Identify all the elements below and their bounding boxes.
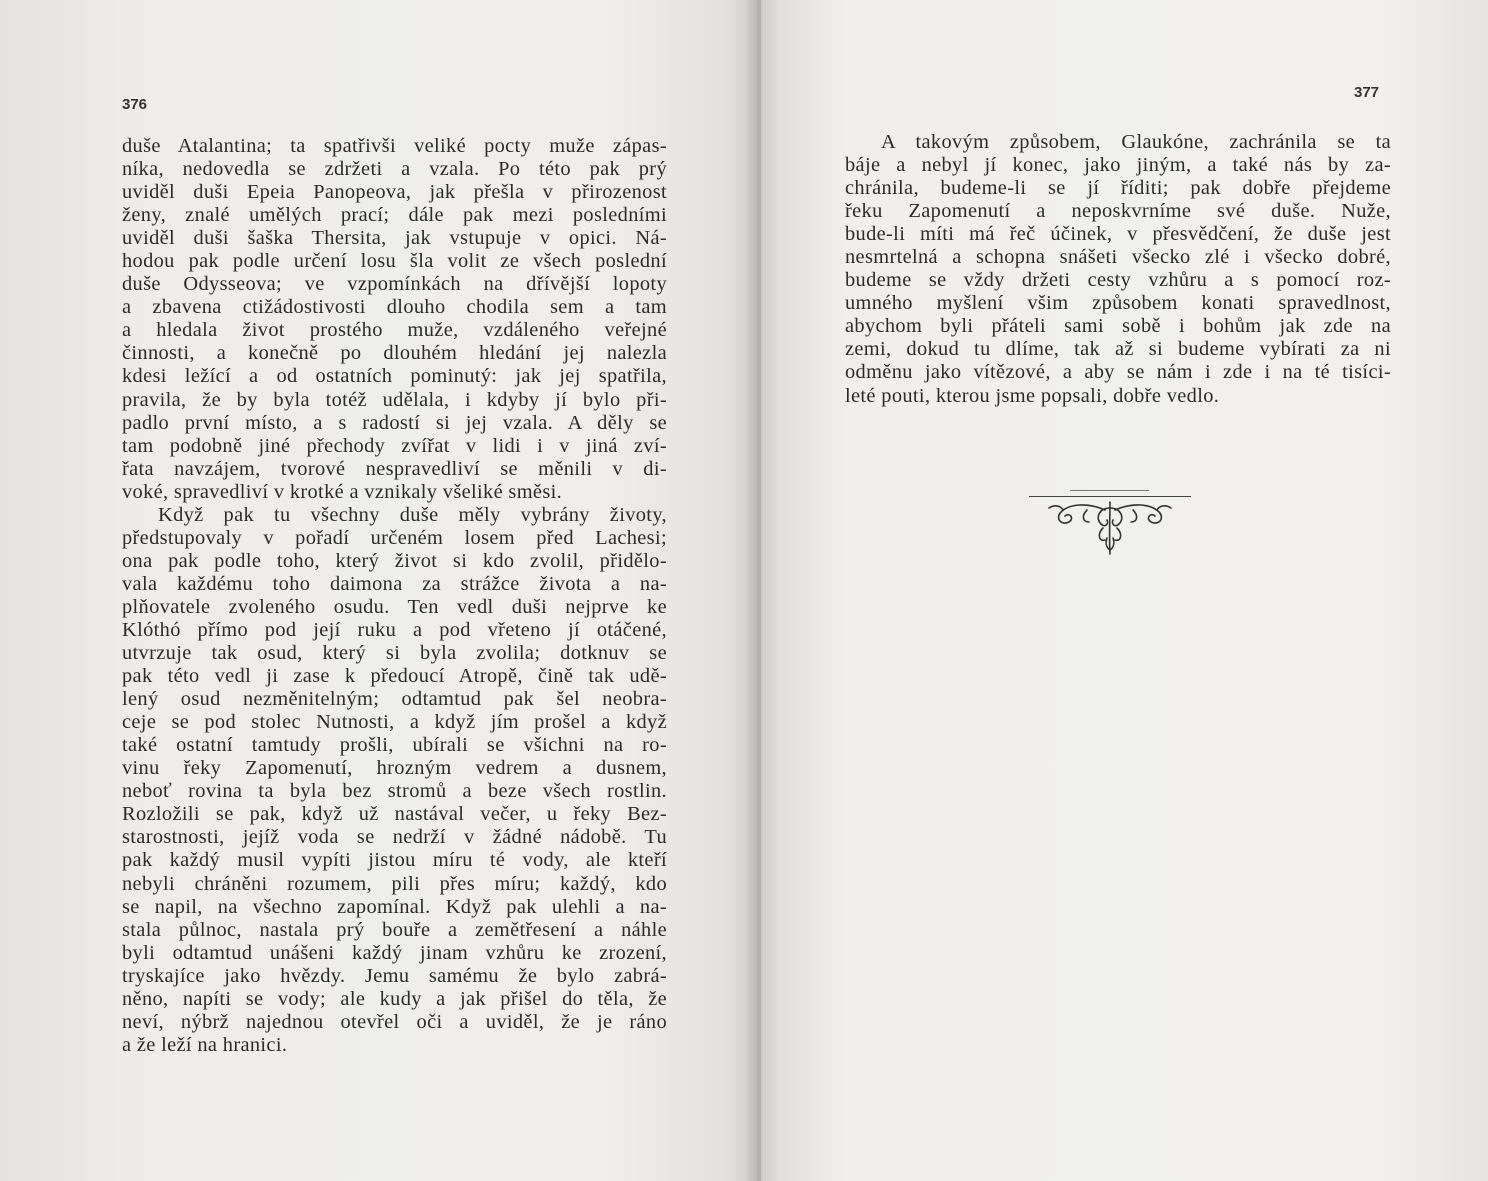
- text-line: uviděl duši Epeia Panopeova, jak přešla v přirozenost: [122, 181, 667, 204]
- text-line: A takovým způsobem, Glaukóne, zachránila se ta: [881, 131, 1391, 153]
- fleuron-icon: [1029, 490, 1191, 556]
- text-line: Rozložili se pak, když už nastával večer, u řeky Bez-: [122, 803, 667, 826]
- page-number-right: 377: [1354, 84, 1380, 101]
- text-line: předstupovaly v pořadí určeném losem před Lachesi;: [122, 526, 667, 549]
- text-line: stala půlnoc, nastala prý bouře a zemětřesení a náhle: [122, 918, 667, 941]
- text-line: ženy, znalé umělých prací; dále pak mezi posledními: [122, 204, 667, 227]
- text-line: padlo první místo, a s radostí si jej vzala. A děly se: [122, 411, 667, 434]
- text-line: abychom byli přáteli sami sobě i bohům jak zde na: [845, 315, 1391, 338]
- text-line: níka, nedovedla se zdržeti a vzala. Po této pak prý: [122, 158, 667, 181]
- text-line: pravila, že by byla totéž udělala, i kdyby jí bylo při-: [122, 388, 667, 411]
- text-line: činnosti, a konečně po dlouhém hledání jej nalezla: [122, 342, 667, 365]
- text-line: kdesi ležící a od ostatních pominutý: jak jej spatřila,: [122, 365, 667, 388]
- text-line: pak každý musil vypíti jistou míru té vody, ale kteří: [122, 849, 667, 872]
- text-line: lený osud nezměnitelným; odtamtud pak šel neobra-: [122, 688, 667, 711]
- text-line: Klóthó přímo pod její ruku a pod vřeteno jí otáčené,: [122, 618, 667, 641]
- text-line: ceje se pod stolec Nutnosti, a když jím prošel a když: [122, 711, 667, 734]
- left-page-text: [122, 135, 667, 1057]
- text-line: odměnu jako vítězové, a aby se nám i zde i na té tisíci-: [845, 361, 1391, 384]
- text-line: se napil, na všechno zapomínal. Když pak ulehli a na-: [122, 895, 667, 918]
- text-line: umného myšlení všim způsobem konati spravedlnost,: [845, 292, 1391, 315]
- text-line: pak této vedl ji zase k předoucí Atropě, čině tak udě-: [122, 665, 667, 688]
- right-page: [757, 0, 1488, 1181]
- text-line: tam podobně jiné přechody zvířat v lidi i v jiná zví-: [122, 434, 667, 457]
- text-line: hodou pak podle určení losu šla volit ze všech poslední: [122, 250, 667, 273]
- text-line: báje a nebyl jí konec, jako jiným, a také nás by za-: [845, 154, 1391, 177]
- text-line: vala každému toho daimona za strážce života a na-: [122, 572, 667, 595]
- text-line: ona pak podle toho, který život si kdo zvolil, přidělo-: [122, 549, 667, 572]
- text-line: řata navzájem, tvorové nespravedliví se měnili v di-: [122, 457, 667, 480]
- text-line: voké, spravedliví v krotké a vznikaly všeliké směsi.: [122, 480, 563, 503]
- text-line: zemi, dokud tu dlíme, tak až si budeme vybírati za ni: [845, 338, 1391, 361]
- text-line: duše Atalantina; ta spatřivši veliké pocty muže zápas-: [122, 135, 667, 157]
- text-line: řeku Zapomenutí a neposkvrníme své duše. Nuže,: [845, 200, 1391, 223]
- text-line: bude-li míti má řeč účinek, v přesvědčení, že duše jest: [845, 223, 1391, 246]
- text-line: Když pak tu všechny duše měly vybrány životy,: [158, 503, 667, 526]
- text-line: a hledala život prostého muže, vzdáleného veřejné: [122, 319, 667, 342]
- text-line: a zbavena ctižádostivosti dlouho chodila sem a tam: [122, 296, 667, 319]
- text-line: utvrzuje tak osud, který si byla zvolila; dotknuv se: [122, 642, 667, 665]
- text-line: neboť rovina ta byla bez stromů a beze všech rostlin.: [122, 780, 667, 803]
- text-line: starostnosti, jejíž voda se nedrží v žádné nádobě. Tu: [122, 826, 667, 849]
- text-line: tryskajíce jako hvězdy. Jemu samému že bylo zabrá-: [122, 964, 667, 987]
- text-line: leté pouti, kterou jsme popsali, dobře vedlo.: [845, 384, 1220, 407]
- text-line: nebyli chráněni rozumem, pili přes míru; každý, kdo: [122, 872, 667, 895]
- text-line: byli odtamtud unášeni každý jinam vzhůru ke zrození,: [122, 941, 667, 964]
- text-line: plňovatele zvoleného osudu. Ten vedl duši nejprve ke: [122, 595, 667, 618]
- text-line: chránila, budeme-li se jí říditi; pak dobře přejdeme: [845, 177, 1391, 200]
- text-line: budeme se vždy držeti cesty vzhůru a s pomocí roz-: [845, 269, 1391, 292]
- text-line: neví, nýbrž najednou otevřel oči a uviděl, že je ráno: [122, 1010, 667, 1033]
- text-line: něno, napíti se vody; ale kudy a jak přišel do těla, že: [122, 987, 667, 1010]
- text-line: uviděl duši šaška Thersita, jak vstupuje v opici. Ná-: [122, 227, 667, 250]
- right-page-text: [845, 131, 1391, 408]
- text-line: vinu řeky Zapomenutí, hrozným vedrem a dusnem,: [122, 757, 667, 780]
- text-line: také ostatní tamtudy prošli, ubírali se všichni na ro-: [122, 734, 667, 757]
- text-line: nesmrtelná a schopna snášeti všecko zlé i všecko dobré,: [845, 246, 1391, 269]
- text-line: a že leží na hranici.: [122, 1033, 288, 1056]
- text-line: duše Odysseova; ve vzpomínkách na dřívější lopoty: [122, 273, 667, 296]
- page-number-left: 376: [122, 96, 148, 113]
